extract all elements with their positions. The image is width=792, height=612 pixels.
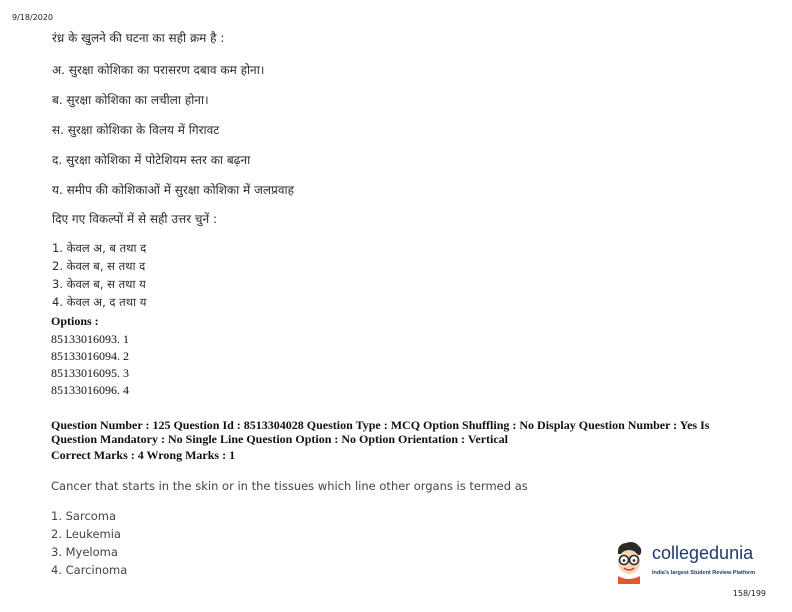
- logo-tagline: India's largest Student Review Platform: [652, 570, 756, 576]
- options-label: Options :: [51, 314, 99, 328]
- english-choice: 3. Myeloma: [51, 545, 118, 559]
- question-meta-line: Question Number : 125 Question Id : 8513304028 Question Type : MCQ Option Shuffling : No Display Question Number : Yes Is: [51, 418, 710, 432]
- option-id: 85133016096. 4: [51, 383, 129, 397]
- english-choice: 2. Leukemia: [51, 527, 121, 541]
- hindi-choice: 4. केवल अ, द तथा य: [52, 295, 147, 309]
- page-number: 158/199: [732, 589, 766, 598]
- hindi-choice: 2. केवल ब, स तथा द: [52, 259, 146, 273]
- hindi-statement: ब. सुरक्षा कोशिका का लचीला होना।: [52, 93, 209, 107]
- hindi-choice: 3. केवल ब, स तथा य: [52, 277, 146, 291]
- collegedunia-logo: [612, 540, 762, 586]
- marks-line: Correct Marks : 4 Wrong Marks : 1: [51, 448, 236, 462]
- question-meta-line: Question Mandatory : No Single Line Question Option : No Option Orientation : Vertical: [51, 432, 509, 446]
- mascot-icon: [612, 540, 646, 584]
- hindi-question-stem: रंध्र के खुलने की घटना का सही क्रम है :: [52, 31, 225, 45]
- hindi-statement: द. सुरक्षा कोशिका में पोटेशियम स्तर का बढ़ना: [52, 153, 251, 167]
- option-id: 85133016095. 3: [51, 366, 129, 380]
- option-id: 85133016093. 1: [51, 332, 129, 346]
- english-choice: 1. Sarcoma: [51, 509, 117, 523]
- hindi-instruction: दिए गए विकल्पों में से सही उत्तर चुनें :: [52, 212, 218, 226]
- hindi-statement: य. समीप की कोशिकाओं में सुरक्षा कोशिका में जलप्रवाह: [52, 183, 295, 197]
- hindi-choice: 1. केवल अ, ब तथा द: [52, 241, 147, 255]
- print-date: 9/18/2020: [12, 13, 54, 22]
- hindi-statement: अ. सुरक्षा कोशिका का परासरण दबाव कम होना।: [52, 63, 265, 77]
- option-id: 85133016094. 2: [51, 349, 129, 363]
- hindi-statement: स. सुरक्षा कोशिका के विलय में गिरावट: [52, 123, 220, 137]
- english-question-stem: Cancer that starts in the skin or in the tissues which line other organs is termed as: [51, 479, 528, 493]
- english-choice: 4. Carcinoma: [51, 563, 128, 577]
- logo-wordmark: collegedunia: [652, 543, 754, 563]
